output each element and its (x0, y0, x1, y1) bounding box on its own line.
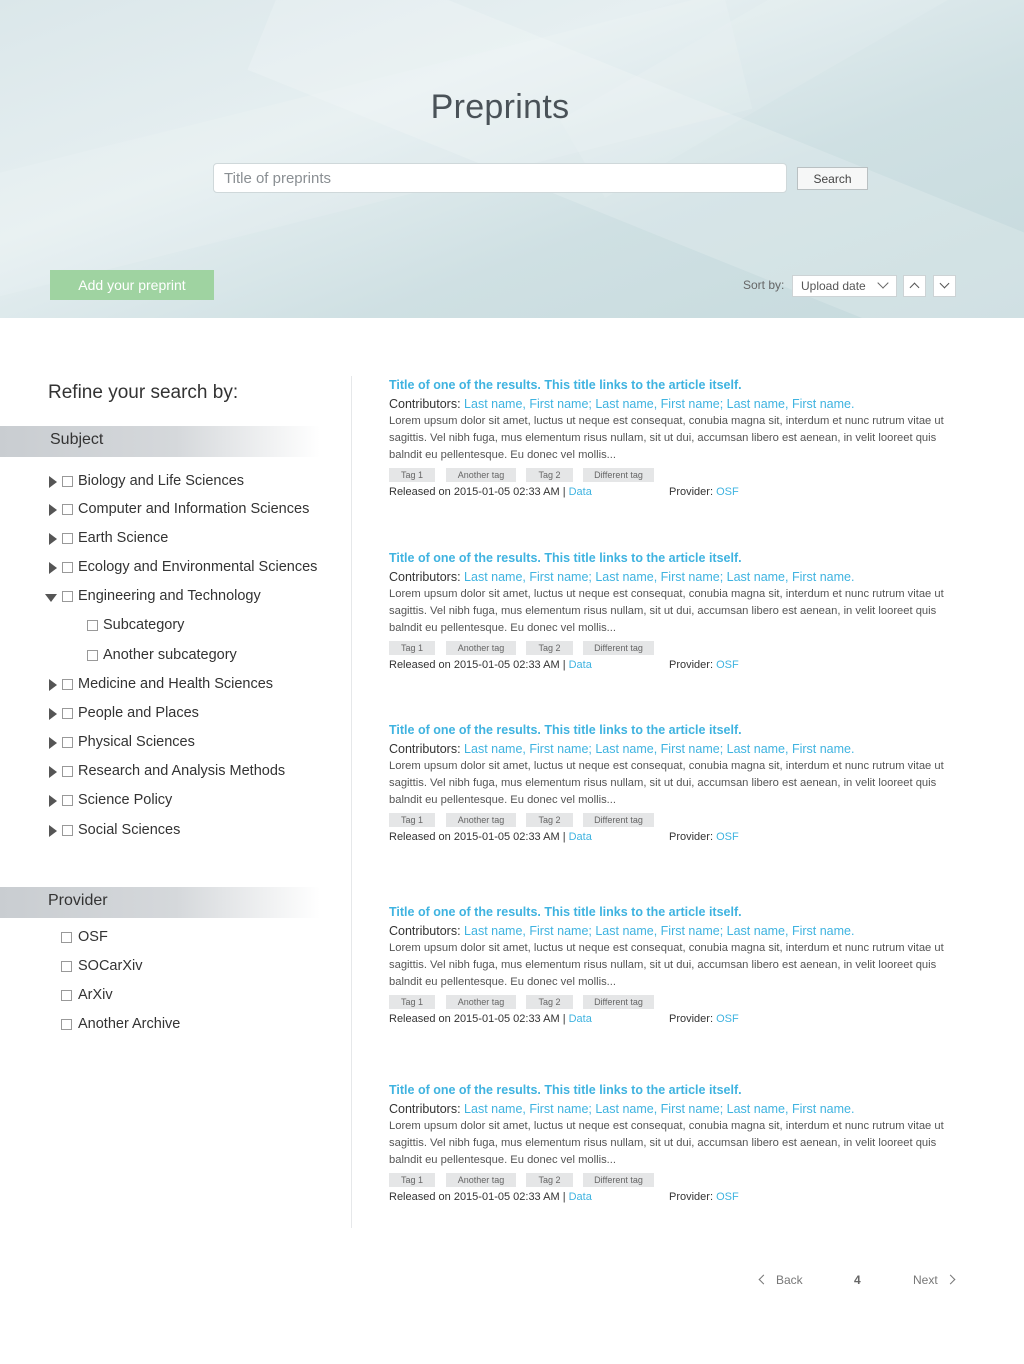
subject-label: Earth Science (78, 530, 169, 546)
provider-link[interactable]: OSF (716, 659, 739, 671)
page-title: Preprints (430, 88, 570, 126)
pagination-back[interactable] (760, 1273, 803, 1287)
pagination-next-label: Next (913, 1273, 938, 1287)
subject-label: Science Policy (78, 792, 173, 808)
sort-select-value: Upload date (801, 279, 866, 293)
pagination-current-page[interactable]: 4 (854, 1273, 861, 1287)
provider-label: SOCarXiv (78, 958, 143, 974)
meta-separator: | (562, 1191, 566, 1203)
expand-arrow-icon[interactable] (49, 766, 57, 778)
sort-label: Sort by: (743, 278, 785, 292)
expand-arrow-icon[interactable] (49, 533, 57, 545)
result-meta (389, 1013, 961, 1029)
result-title-link[interactable]: Title of one of the results. This title links to the article itself. (389, 723, 742, 737)
checkbox[interactable] (62, 476, 73, 487)
result-contributors (389, 922, 961, 940)
chevron-up-icon (910, 283, 920, 293)
chevron-down-icon (877, 277, 888, 288)
result-contributors (389, 568, 961, 586)
release-info (389, 1013, 592, 1025)
data-link[interactable]: Data (568, 1191, 592, 1203)
result-tag[interactable]: Another tag (446, 1173, 516, 1187)
provider-label: Provider: (669, 1013, 714, 1025)
sort-ascending-button[interactable] (903, 275, 926, 297)
result-tags (389, 813, 961, 827)
result-abstract: Lorem upsum dolor sit amet, luctus ut neque est consequat, conubia magna sit, interdum et nunc rutrum vitae ut sagittis. Vel nibh fuga, mus elementum risus nullam, sit ut dui, accumsan libero est aenean, in velit looreet quis balndit eu pellentesque. Eu donec vel mollis... (389, 588, 944, 634)
result-tag[interactable]: Tag 1 (389, 1173, 435, 1187)
checkbox[interactable] (61, 961, 72, 972)
add-preprint-button[interactable]: Add your preprint (50, 270, 214, 300)
pagination-next[interactable] (913, 1273, 954, 1287)
meta-separator: | (562, 1013, 566, 1025)
result-meta (389, 831, 961, 847)
checkbox[interactable] (62, 766, 73, 777)
checkbox[interactable] (62, 562, 73, 573)
data-link[interactable]: Data (568, 486, 592, 498)
checkbox[interactable] (87, 620, 98, 631)
contributors-label: Contributors: (389, 924, 461, 938)
provider-label: Provider: (669, 1191, 714, 1203)
result-contributors (389, 1100, 961, 1118)
subject-label: Medicine and Health Sciences (78, 676, 274, 692)
checkbox[interactable] (87, 650, 98, 661)
result-tag[interactable]: Different tag (583, 641, 654, 655)
result-abstract: Lorem upsum dolor sit amet, luctus ut neque est consequat, conubia magna sit, interdum et nunc rutrum vitae ut sagittis. Vel nibh fuga, mus elementum risus nullam, sit ut dui, accumsan libero est aenean, in velit looreet quis balndit eu pellentesque. Eu donec vel mollis... (389, 760, 944, 806)
contributors-label: Contributors: (389, 397, 461, 411)
contributors-link[interactable]: Last name, First name; Last name, First name; Last name, First name. (464, 924, 855, 938)
provider-link[interactable]: OSF (716, 831, 739, 843)
release-info (389, 486, 592, 498)
result-meta (389, 659, 961, 675)
subcategory-label: Another subcategory (103, 647, 237, 663)
meta-separator: | (562, 831, 566, 843)
subject-label: Biology and Life Sciences (78, 473, 245, 489)
provider-info (669, 831, 739, 843)
provider-info (669, 1191, 739, 1203)
result-tag[interactable]: Tag 2 (526, 813, 573, 827)
result-title-link[interactable]: Title of one of the results. This title links to the article itself. (389, 905, 742, 919)
subject-label: Computer and Information Sciences (78, 501, 310, 517)
meta-separator: | (562, 486, 566, 498)
data-link[interactable]: Data (568, 659, 592, 671)
checkbox[interactable] (62, 504, 73, 515)
provider-link[interactable]: OSF (716, 1013, 739, 1025)
release-info (389, 1191, 592, 1203)
expand-arrow-icon[interactable] (49, 708, 57, 720)
result-tag[interactable]: Different tag (583, 1173, 654, 1187)
provider-link[interactable]: OSF (716, 1191, 739, 1203)
checkbox[interactable] (62, 737, 73, 748)
search-button[interactable]: Search (797, 167, 868, 190)
result-abstract: Lorem upsum dolor sit amet, luctus ut neque est consequat, conubia magna sit, interdum et nunc rutrum vitae ut sagittis. Vel nibh fuga, mus elementum risus nullam, sit ut dui, accumsan libero est aenean, in velit looreet quis balndit eu pellentesque. Eu donec vel mollis... (389, 415, 944, 461)
result-abstract: Lorem upsum dolor sit amet, luctus ut neque est consequat, conubia magna sit, interdum et nunc rutrum vitae ut sagittis. Vel nibh fuga, mus elementum risus nullam, sit ut dui, accumsan libero est aenean, in velit looreet quis balndit eu pellentesque. Eu donec vel mollis... (389, 1120, 944, 1166)
collapse-arrow-icon[interactable] (45, 594, 57, 602)
result-card (389, 550, 961, 675)
chevron-left-icon (759, 1275, 769, 1285)
sort-descending-button[interactable] (933, 275, 956, 297)
provider-info (669, 1013, 739, 1025)
data-link[interactable]: Data (568, 831, 592, 843)
release-info (389, 659, 592, 671)
subject-label: Engineering and Technology (78, 588, 261, 604)
expand-arrow-icon[interactable] (49, 737, 57, 749)
checkbox[interactable] (62, 533, 73, 544)
result-tag[interactable]: Tag 1 (389, 641, 435, 655)
result-tag[interactable]: Tag 1 (389, 995, 435, 1009)
result-title-link[interactable]: Title of one of the results. This title links to the article itself. (389, 1083, 742, 1097)
provider-heading: Provider (0, 887, 320, 918)
subject-label: People and Places (78, 705, 199, 721)
contributors-link[interactable]: Last name, First name; Last name, First name; Last name, First name. (464, 570, 855, 584)
subject-label: Physical Sciences (78, 734, 195, 750)
release-info (389, 831, 592, 843)
result-tag[interactable]: Tag 2 (526, 468, 573, 482)
result-tags (389, 468, 961, 482)
result-tag[interactable]: Another tag (446, 468, 516, 482)
expand-arrow-icon[interactable] (49, 476, 57, 488)
result-meta (389, 1191, 961, 1207)
provider-label: Provider: (669, 659, 714, 671)
subcategory-label: Subcategory (103, 617, 185, 633)
subject-label: Research and Analysis Methods (78, 763, 286, 779)
release-date: Released on 2015-01-05 02:33 AM (389, 486, 560, 498)
sort-select[interactable] (792, 275, 897, 297)
provider-info (669, 659, 739, 671)
result-tag[interactable]: Another tag (446, 995, 516, 1009)
chevron-right-icon (945, 1275, 955, 1285)
subject-heading: Subject (0, 426, 320, 457)
result-meta (389, 486, 961, 502)
provider-label: Provider: (669, 831, 714, 843)
result-tag[interactable]: Tag 1 (389, 813, 435, 827)
result-tag[interactable]: Different tag (583, 813, 654, 827)
result-tag[interactable]: Tag 2 (526, 641, 573, 655)
release-date: Released on 2015-01-05 02:33 AM (389, 1013, 560, 1025)
checkbox[interactable] (61, 932, 72, 943)
expand-arrow-icon[interactable] (49, 795, 57, 807)
release-date: Released on 2015-01-05 02:33 AM (389, 831, 560, 843)
column-divider (351, 376, 352, 1228)
result-tag[interactable]: Tag 2 (526, 1173, 573, 1187)
expand-arrow-icon[interactable] (49, 679, 57, 691)
subject-label: Ecology and Environmental Sciences (78, 559, 318, 575)
provider-label: ArXiv (78, 987, 113, 1003)
result-tag[interactable]: Different tag (583, 468, 654, 482)
result-tag[interactable]: Tag 2 (526, 995, 573, 1009)
checkbox[interactable] (61, 990, 72, 1001)
search-input[interactable] (213, 163, 787, 193)
data-link[interactable]: Data (568, 1013, 592, 1025)
checkbox[interactable] (61, 1019, 72, 1030)
result-tags (389, 1173, 961, 1187)
result-title-link[interactable]: Title of one of the results. This title links to the article itself. (389, 551, 742, 565)
result-abstract: Lorem upsum dolor sit amet, luctus ut neque est consequat, conubia magna sit, interdum et nunc rutrum vitae ut sagittis. Vel nibh fuga, mus elementum risus nullam, sit ut dui, accumsan libero est aenean, in velit looreet quis balndit eu pellentesque. Eu donec vel mollis... (389, 942, 944, 988)
result-card (389, 904, 961, 1029)
pagination-back-label: Back (776, 1273, 803, 1287)
contributors-label: Contributors: (389, 570, 461, 584)
release-date: Released on 2015-01-05 02:33 AM (389, 1191, 560, 1203)
result-card (389, 377, 961, 502)
expand-arrow-icon[interactable] (49, 504, 57, 516)
provider-label: Provider: (669, 486, 714, 498)
contributors-label: Contributors: (389, 742, 461, 756)
provider-info (669, 486, 739, 498)
contributors-label: Contributors: (389, 1102, 461, 1116)
checkbox[interactable] (62, 679, 73, 690)
checkbox[interactable] (62, 591, 73, 602)
meta-separator: | (562, 659, 566, 671)
checkbox[interactable] (62, 795, 73, 806)
result-card (389, 722, 961, 847)
result-title-link[interactable]: Title of one of the results. This title links to the article itself. (389, 378, 742, 392)
checkbox[interactable] (62, 708, 73, 719)
refine-title: Refine your search by: (48, 382, 239, 403)
result-tags (389, 995, 961, 1009)
result-card (389, 1082, 961, 1207)
subject-label: Social Sciences (78, 822, 181, 838)
result-tag[interactable]: Tag 1 (389, 468, 435, 482)
result-tags (389, 641, 961, 655)
contributors-link[interactable]: Last name, First name; Last name, First name; Last name, First name. (464, 742, 855, 756)
checkbox[interactable] (62, 825, 73, 836)
result-contributors (389, 740, 961, 758)
expand-arrow-icon[interactable] (49, 562, 57, 574)
result-tag[interactable]: Another tag (446, 813, 516, 827)
result-contributors (389, 395, 961, 413)
chevron-down-icon (940, 279, 950, 289)
hero-header (0, 0, 1024, 318)
contributors-link[interactable]: Last name, First name; Last name, First name; Last name, First name. (464, 397, 855, 411)
provider-label: OSF (78, 929, 108, 945)
release-date: Released on 2015-01-05 02:33 AM (389, 659, 560, 671)
provider-link[interactable]: OSF (716, 486, 739, 498)
result-tag[interactable]: Different tag (583, 995, 654, 1009)
contributors-link[interactable]: Last name, First name; Last name, First name; Last name, First name. (464, 1102, 855, 1116)
result-tag[interactable]: Another tag (446, 641, 516, 655)
expand-arrow-icon[interactable] (49, 825, 57, 837)
provider-label: Another Archive (78, 1016, 181, 1032)
